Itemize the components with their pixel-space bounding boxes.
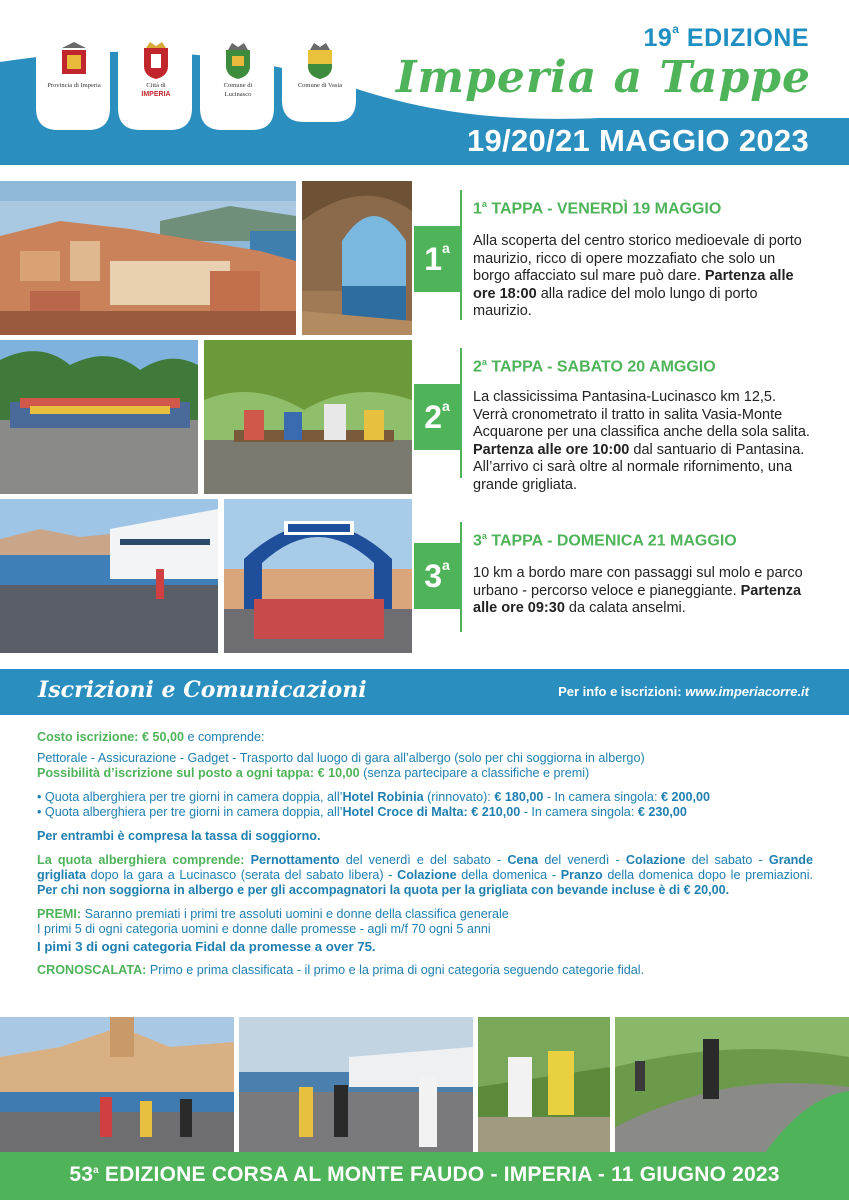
logo-comune-lucinasco: Comune di Lucinasco: [201, 42, 275, 114]
photo-bottom-harbour-runners: [239, 1017, 473, 1153]
premi-line-2: I primi 5 di ogni categoria uomini e donne dalle promesse - agli m/f 70 ogni 5 anni: [37, 922, 491, 936]
crest-icon: [140, 42, 172, 80]
stage-3-badge: 3 $^a$: [414, 543, 460, 609]
premi-line: PREMI: Saranno premiati i primi tre assoluti uomini e donne della classifica generale: [37, 907, 509, 921]
cronoscalata-line: CRONOSCALATA: Primo e prima classificata - il primo e la prima di ogni categoria seguendo categorie fidal.: [37, 963, 645, 977]
photo-porto-maurizio-panorama: [0, 181, 296, 335]
stage-2-title: 2$^a$ TAPPA - SABATO 20 AMGGIO: [473, 357, 716, 376]
photo-bottom-trail-runners: [478, 1017, 610, 1153]
website-link[interactable]: www.imperiacorre.it: [685, 684, 809, 699]
stage-2-line: [460, 348, 462, 478]
info-title: Iscrizioni e Comunicazioni: [38, 677, 367, 703]
photo-bottom-hill-road: [615, 1017, 849, 1153]
stage-2-description: La classicissima Pantasina-Lucinasco km 12,5. Verrà cronometrato il tratto in salita Vasia-Monte Acquarone per una classifica anche della sola salita. Partenza alle ore 10:00 dal santuario di Pantasina. All’arrivo ci sarà oltre al normale rifornimento, una grande grigliata.: [473, 389, 810, 493]
onsite-line: Possibilità d’iscrizione sul posto a ogni tappa: € 10,00 (senza partecipare a classifiche e premi): [37, 766, 590, 780]
registration-details: [37, 730, 813, 978]
photo-bottom-town-runners: [0, 1017, 234, 1153]
quota-paragraph: La quota alberghiera comprende: Pernottamento del venerdì e del sabato - Cena del venerdì - Colazione del sabato - Grande grigliata dopo la gara a Lucinasco (serata del sabato libera) - Colazione della domenica - Pranzo della domenica dopo le premiazioni. Per chi non soggiorna in albergo e per gli accompagnatori la quota per la grigliata con bevande incluse è di € 20,00.: [37, 853, 814, 897]
hotel-robinia-line: • Quota alberghiera per tre giorni in camera doppia, all’Hotel Robinia (rinnovato): € 180,00 - In camera singola: € 200,00: [37, 790, 710, 804]
page-title: Imperia a Tappe: [395, 52, 811, 103]
photo-barbecue-picnic: [204, 340, 412, 494]
footer-title: 53$^a$ EDIZIONE CORSA AL MONTE FAUDO - IMPERIA - 11 GIUGNO 2023: [69, 1163, 780, 1186]
hotel-croce-line: • Quota alberghiera per tre giorni in camera doppia, all’Hotel Croce di Malta: € 210,00 - In camera singola: € 230,00: [37, 805, 687, 819]
stage-1-line: [460, 190, 462, 320]
crest-icon: [222, 42, 254, 80]
photo-race-start-arch: [224, 499, 412, 653]
includes-line: Pettorale - Assicurazione - Gadget - Trasporto dal luogo di gara all’albergo (solo per chi soggiorna in albergo): [37, 751, 645, 765]
photo-runners-group: [0, 340, 198, 494]
cost-line: Costo iscrizione: € 50,00 e comprende:: [37, 730, 265, 744]
crest-icon: [58, 42, 90, 80]
stage-1-title: 1$^a$ TAPPA - VENERDÌ 19 MAGGIO: [473, 199, 722, 218]
photo-loggia-sea-view: [302, 181, 412, 335]
info-contact: Per info e iscrizioni: www.imperiacorre.it: [558, 684, 809, 699]
crest-icon: [304, 42, 336, 80]
edition-label: 19$^a$ EDIZIONE: [643, 22, 809, 52]
event-dates: 19/20/21 MAGGIO 2023: [466, 123, 809, 158]
tax-note: Per entrambi è compresa la tassa di soggiorno.: [37, 829, 321, 843]
stage-3-description: 10 km a bordo mare con passaggi sul molo e parco urbano - percorso veloce e pianeggiante. Partenza alle ore 09:30 da calata anselmi.: [473, 565, 803, 616]
logo-citta-imperia: Città di IMPERIA: [119, 42, 193, 114]
stage-1-description: Alla scoperta del centro storico medioevale di porto maurizio, ricco di opere mozzafiato che solo un borgo affacciato sul mare può dare. Partenza alle ore 18:00 alla radice del molo lungo di porto maurizio.: [473, 233, 802, 319]
stage-3-title: 3$^a$ TAPPA - DOMENICA 21 MAGGIO: [473, 531, 737, 550]
header: [0, 0, 849, 170]
stage-1-badge: 1 $^a$: [414, 226, 460, 292]
stage-3-line: [460, 522, 462, 632]
stage-2-badge: 2 $^a$: [414, 384, 460, 450]
premi-line-3: I pimi 3 di ogni categoria Fidal da promesse a over 75.: [37, 939, 376, 954]
logo-provincia-imperia: Provincia di Imperia: [37, 42, 111, 114]
photo-harbour-ship: [0, 499, 218, 653]
logo-comune-vasia: Comune di Vasia: [283, 42, 357, 114]
